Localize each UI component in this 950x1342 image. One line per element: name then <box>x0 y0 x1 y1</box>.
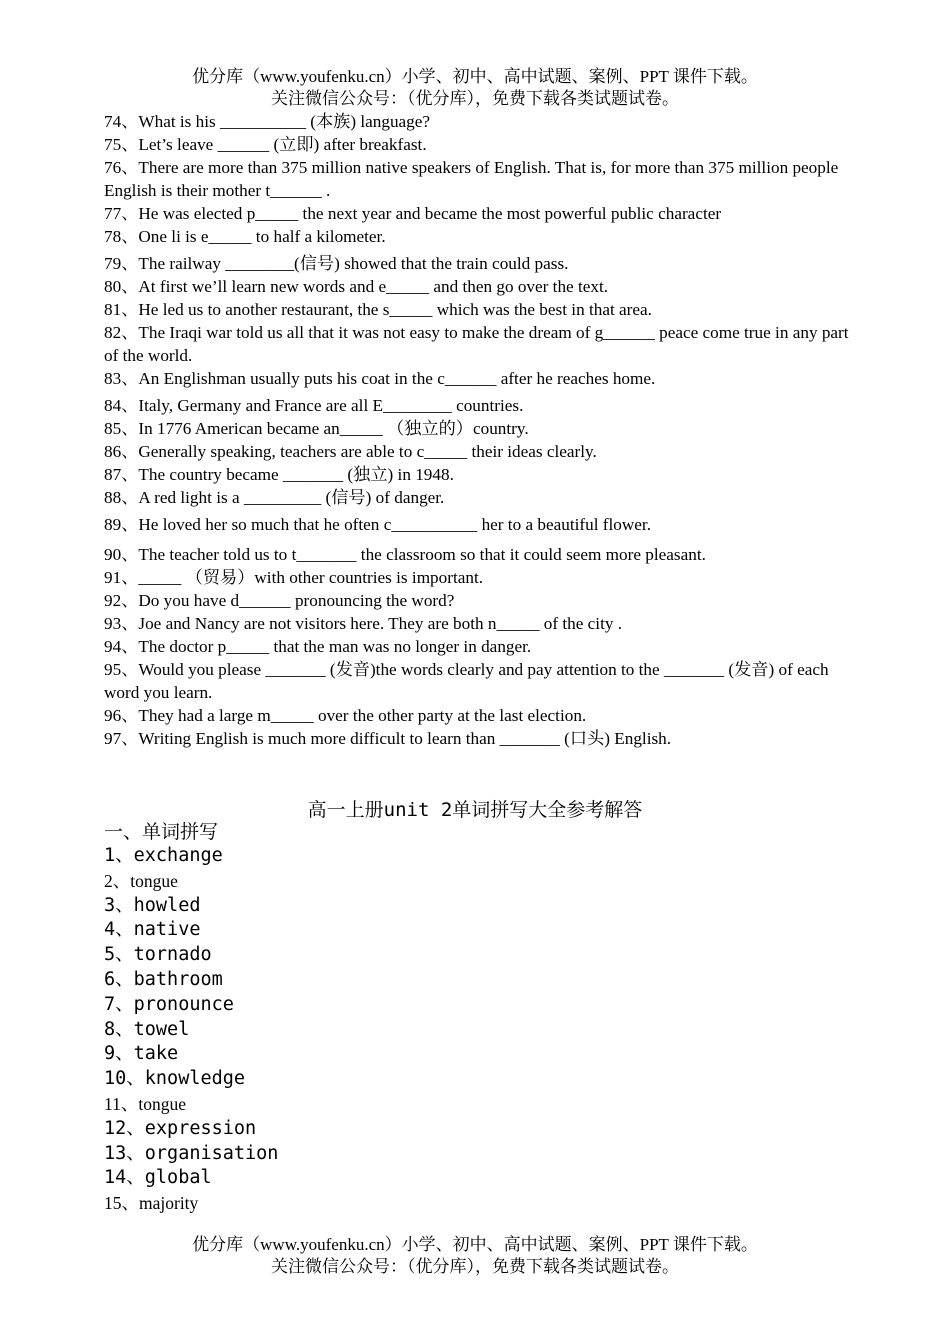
header-line-1: 优分库（www.youfenku.cn）小学、初中、高中试题、案例、PPT 课件下载。 <box>192 67 758 86</box>
footer-line-2: 关注微信公众号：（优分库），免费下载各类试题试卷。 <box>271 1257 679 1276</box>
page-footer <box>0 1234 950 1278</box>
question-96: 96、They had a large m_____ over the other party at the last election. <box>104 706 587 725</box>
answer-2: 2、tongue <box>104 870 178 891</box>
question-80: 80、At first we’ll learn new words and e_____ and then go over the text. <box>104 277 609 296</box>
question-82: 82、The Iraqi war told us all that it was not easy to make the dream of g______ peace come true in any part of the world. <box>104 323 853 365</box>
question-97: 97、Writing English is much more difficult to learn than _______ (口头) English. <box>104 729 672 748</box>
footer-line-1: 优分库（www.youfenku.cn）小学、初中、高中试题、案例、PPT 课件下载。 <box>192 1235 758 1254</box>
answer-8: 8、towel <box>104 1018 190 1040</box>
question-77: 77、He was elected p_____ the next year and became the most powerful public character <box>104 204 722 223</box>
question-90: 90、The teacher told us to t_______ the classroom so that it could seem more pleasant. <box>104 545 706 564</box>
question-76: 76、There are more than 375 million native speakers of English. That is, for more than 375 million people English is their mother t______ . <box>104 158 843 200</box>
question-78: 78、One li is e_____ to half a kilometer. <box>104 227 386 246</box>
question-95: 95、Would you please _______ (发音)the words clearly and pay attention to the _______ (发音) of each word you learn. <box>104 660 833 702</box>
answer-7: 7、pronounce <box>104 993 234 1015</box>
answer-list <box>104 820 278 1216</box>
answer-13: 13、organisation <box>104 1142 279 1164</box>
answer-title: 高一上册unit 2单词拼写大全参考解答 <box>307 799 643 821</box>
answer-3: 3、howled <box>104 894 201 916</box>
question-91: 91、_____ （贸易）with other countries is important. <box>104 568 484 587</box>
header-line-2: 关注微信公众号：（优分库），免费下载各类试题试卷。 <box>271 89 679 108</box>
section-label: 一、单词拼写 <box>104 821 219 843</box>
question-81: 81、He led us to another restaurant, the s_____ which was the best in that area. <box>104 300 652 319</box>
question-83: 83、An Englishman usually puts his coat in the c______ after he reaches home. <box>104 369 656 388</box>
question-88: 88、A red light is a _________ (信号) of danger. <box>104 488 445 507</box>
answer-15: 15、majority <box>104 1193 199 1214</box>
question-75: 75、Let’s leave ______ (立即) after breakfast. <box>104 135 427 154</box>
answer-9: 9、take <box>104 1043 179 1065</box>
question-85: 85、In 1776 American became an_____ （独立的）country. <box>104 419 529 438</box>
question-94: 94、The doctor p_____ that the man was no longer in danger. <box>104 637 532 656</box>
question-87: 87、The country became _______ (独立) in 1948. <box>104 465 454 484</box>
question-79: 79、The railway ________(信号) showed that the train could pass. <box>104 254 569 273</box>
answer-14: 14、global <box>104 1167 212 1189</box>
page-header <box>0 66 950 110</box>
answer-11: 11、tongue <box>104 1093 186 1114</box>
question-89: 89、He loved her so much that he often c__________ her to a beautiful flower. <box>104 515 651 534</box>
question-74: 74、What is his __________ (本族) language? <box>104 112 431 131</box>
question-92: 92、Do you have d______ pronouncing the word? <box>104 591 455 610</box>
question-list <box>104 110 853 750</box>
answer-1: 1、exchange <box>104 845 223 866</box>
question-86: 86、Generally speaking, teachers are able to c_____ their ideas clearly. <box>104 442 597 461</box>
answer-4: 4、native <box>104 919 201 941</box>
question-93: 93、Joe and Nancy are not visitors here. They are both n_____ of the city . <box>104 614 623 633</box>
answer-6: 6、bathroom <box>104 968 223 990</box>
answer-10: 10、knowledge <box>104 1068 246 1090</box>
answer-12: 12、expression <box>104 1117 257 1139</box>
answer-5: 5、tornado <box>104 944 212 966</box>
question-84: 84、Italy, Germany and France are all E________ countries. <box>104 396 524 415</box>
